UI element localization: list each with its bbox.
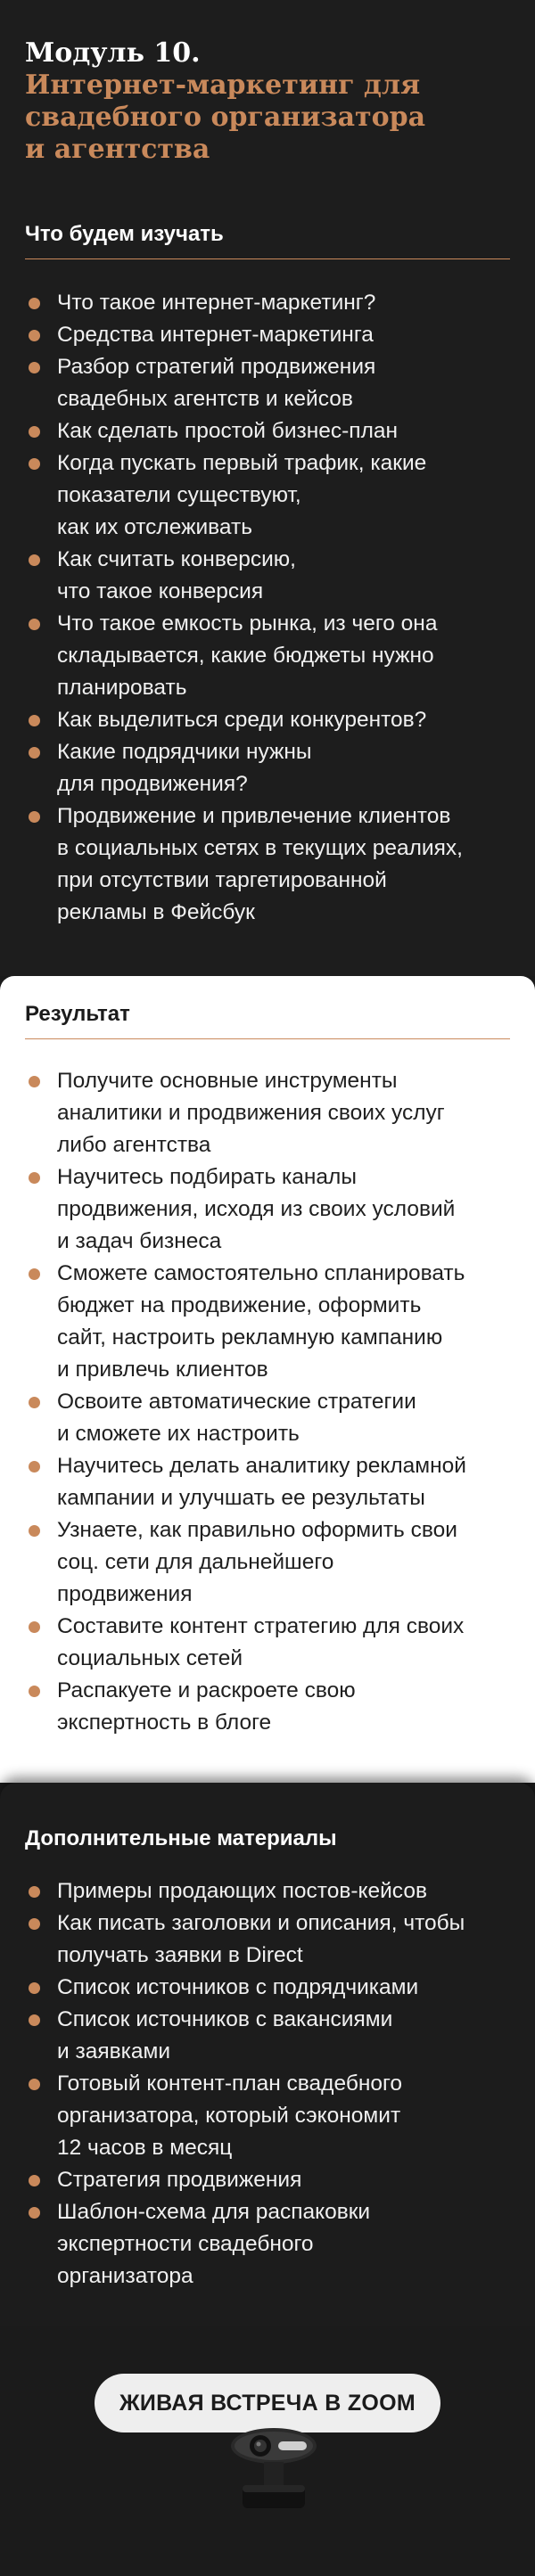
bullet-dot-icon <box>29 1982 40 1994</box>
result-item <box>25 1450 515 1514</box>
result-item-text: и привлечь клиентов <box>57 1358 268 1382</box>
learn-item-text: рекламы в Фейсбук <box>57 900 255 924</box>
bullet-dot-icon <box>29 1397 40 1408</box>
bullet-dot-icon <box>29 1918 40 1930</box>
bullet-dot-icon <box>29 1172 40 1184</box>
learn-item-text: для продвижения? <box>57 772 248 796</box>
module-header <box>0 0 535 976</box>
result-panel <box>0 976 535 1783</box>
result-item <box>25 1258 515 1386</box>
learn-item-text: как их отслеживать <box>57 515 252 539</box>
learn-item <box>25 704 515 736</box>
bullet-dot-icon <box>29 715 40 726</box>
result-item-text: Составите контент стратегию для своих <box>57 1614 465 1638</box>
learn-item-text: складывается, какие бюджеты нужно <box>57 644 434 668</box>
learn-item <box>25 287 515 319</box>
bullet-dot-icon <box>29 1621 40 1633</box>
extra-item-text: и заявками <box>57 2039 171 2063</box>
learn-item-text: в социальных сетях в текущих реалиях, <box>57 836 463 860</box>
learn-item-text: при отсутствии таргетированной <box>57 868 387 892</box>
bullet-dot-icon <box>29 426 40 438</box>
extra-item-text: Как писать заголовки и описания, чтобы <box>57 1911 465 1935</box>
extra-item-text: Стратегия продвижения <box>57 2168 302 2192</box>
learn-item-text: Средства интернет-маркетинга <box>57 323 374 347</box>
learn-item-text: Что такое емкость рынка, из чего она <box>57 611 438 636</box>
extra-panel <box>0 1783 535 2326</box>
bullet-dot-icon <box>29 1886 40 1898</box>
result-item-text: Научитесь делать аналитику рекламной <box>57 1454 466 1478</box>
result-item-text: сайт, настроить рекламную кампанию <box>57 1325 443 1350</box>
extra-item-text: Список источников с вакансиями <box>57 2007 393 2031</box>
bullet-dot-icon <box>29 1461 40 1473</box>
extra-item <box>25 1907 515 1972</box>
module-number: Модуль 10. <box>25 37 201 69</box>
extra-item <box>25 2196 515 2293</box>
result-item <box>25 1675 515 1739</box>
learn-item-text: показатели существуют, <box>57 483 301 507</box>
extra-item <box>25 2004 515 2068</box>
extra-item-text: экспертности свадебного <box>57 2232 314 2256</box>
learn-list <box>25 287 515 929</box>
extra-item-text: получать заявки в Direct <box>57 1943 303 1967</box>
learn-item-text: Что такое интернет-маркетинг? <box>57 291 376 315</box>
module-title-line: свадебного организатора <box>25 102 426 133</box>
result-item-text: и задач бизнеса <box>57 1229 222 1253</box>
result-item-text: Получите основные инструменты <box>57 1069 398 1093</box>
bullet-dot-icon <box>29 2207 40 2219</box>
bullet-dot-icon <box>29 2175 40 2186</box>
bullet-dot-icon <box>29 2079 40 2090</box>
extra-item-text: 12 часов в месяц <box>57 2136 233 2160</box>
result-item-text: социальных сетей <box>57 1646 243 1670</box>
learn-item <box>25 800 515 929</box>
result-item-text: соц. сети для дальнейшего <box>57 1550 334 1574</box>
learn-item-text: свадебных агентств и кейсов <box>57 387 353 411</box>
module-title-line: и агентства <box>25 134 210 165</box>
result-item-text: кампании и улучшать ее результаты <box>57 1486 425 1510</box>
bullet-dot-icon <box>29 362 40 373</box>
learn-item <box>25 736 515 800</box>
learn-item-text: Как сделать простой бизнес-план <box>57 419 399 443</box>
learn-item <box>25 415 515 447</box>
result-item-text: Распакуете и раскроете свою <box>57 1678 356 1702</box>
bullet-dot-icon <box>29 1686 40 1697</box>
learn-heading: Что будем изучать <box>25 221 510 259</box>
learn-item <box>25 608 515 704</box>
bullet-dot-icon <box>29 2014 40 2026</box>
extra-heading: Дополнительные материалы <box>25 1826 337 1850</box>
result-list <box>25 1065 515 1739</box>
bullet-dot-icon <box>29 1268 40 1280</box>
result-heading: Результат <box>25 1001 510 1039</box>
learn-item <box>25 544 515 608</box>
learn-item-text: что такое конверсия <box>57 579 264 603</box>
result-item-text: аналитики и продвижения своих услуг <box>57 1101 445 1125</box>
bullet-dot-icon <box>29 811 40 823</box>
bullet-dot-icon <box>29 330 40 341</box>
extra-item-text: Шаблон-схема для распаковки <box>57 2200 371 2224</box>
result-item-text: Сможете самостоятельно спланировать <box>57 1261 465 1285</box>
bullet-dot-icon <box>29 1525 40 1537</box>
webcam-icon <box>225 2426 323 2514</box>
result-item-text: Освоите автоматические стратегии <box>57 1390 416 1414</box>
learn-item-text: планировать <box>57 676 187 700</box>
extra-item <box>25 2164 515 2196</box>
learn-item-text: Как выделиться среди конкурентов? <box>57 708 427 732</box>
bullet-dot-icon <box>29 747 40 759</box>
extra-item-text: организатора <box>57 2264 193 2288</box>
extra-item-text: Список источников с подрядчиками <box>57 1975 419 1999</box>
bullet-dot-icon <box>29 554 40 566</box>
bullet-dot-icon <box>29 298 40 309</box>
extra-list <box>25 1875 515 2293</box>
bullet-dot-icon <box>29 458 40 470</box>
result-item <box>25 1065 515 1161</box>
bullet-dot-icon <box>29 619 40 630</box>
extra-item-text: Готовый контент-план свадебного <box>57 2071 403 2096</box>
module-title-line: Интернет-маркетинг для <box>25 70 421 101</box>
learn-item-text: Какие подрядчики нужны <box>57 740 312 764</box>
learn-item-text: Разбор стратегий продвижения <box>57 355 376 379</box>
result-item-text: продвижения, исходя из своих условий <box>57 1197 456 1221</box>
extra-item <box>25 1972 515 2004</box>
learn-item <box>25 447 515 544</box>
learn-item <box>25 319 515 351</box>
result-item-text: продвижения <box>57 1582 193 1606</box>
learn-item-text: Как считать конверсию, <box>57 547 296 571</box>
result-item-text: Научитесь подбирать каналы <box>57 1165 357 1189</box>
module-title <box>25 37 524 166</box>
result-item-text: Узнаете, как правильно оформить свои <box>57 1518 457 1542</box>
bullet-dot-icon <box>29 1076 40 1087</box>
result-item <box>25 1611 515 1675</box>
result-item-text: и сможете их настроить <box>57 1422 300 1446</box>
result-item-text: бюджет на продвижение, оформить <box>57 1293 422 1317</box>
result-item <box>25 1161 515 1258</box>
extra-item <box>25 1875 515 1907</box>
extra-item-text: организатора, который сэкономит <box>57 2104 401 2128</box>
result-item <box>25 1514 515 1611</box>
result-item <box>25 1386 515 1450</box>
extra-item <box>25 2068 515 2164</box>
result-item-text: либо агентства <box>57 1133 211 1157</box>
result-item-text: экспертность в блоге <box>57 1710 272 1735</box>
extra-item-text: Примеры продающих постов-кейсов <box>57 1879 427 1903</box>
learn-item-text: Когда пускать первый трафик, какие <box>57 451 427 475</box>
learn-item-text: Продвижение и привлечение клиентов <box>57 804 451 828</box>
zoom-meeting-button[interactable]: ЖИВАЯ ВСТРЕЧА В ZOOM <box>95 2374 440 2432</box>
learn-item <box>25 351 515 415</box>
